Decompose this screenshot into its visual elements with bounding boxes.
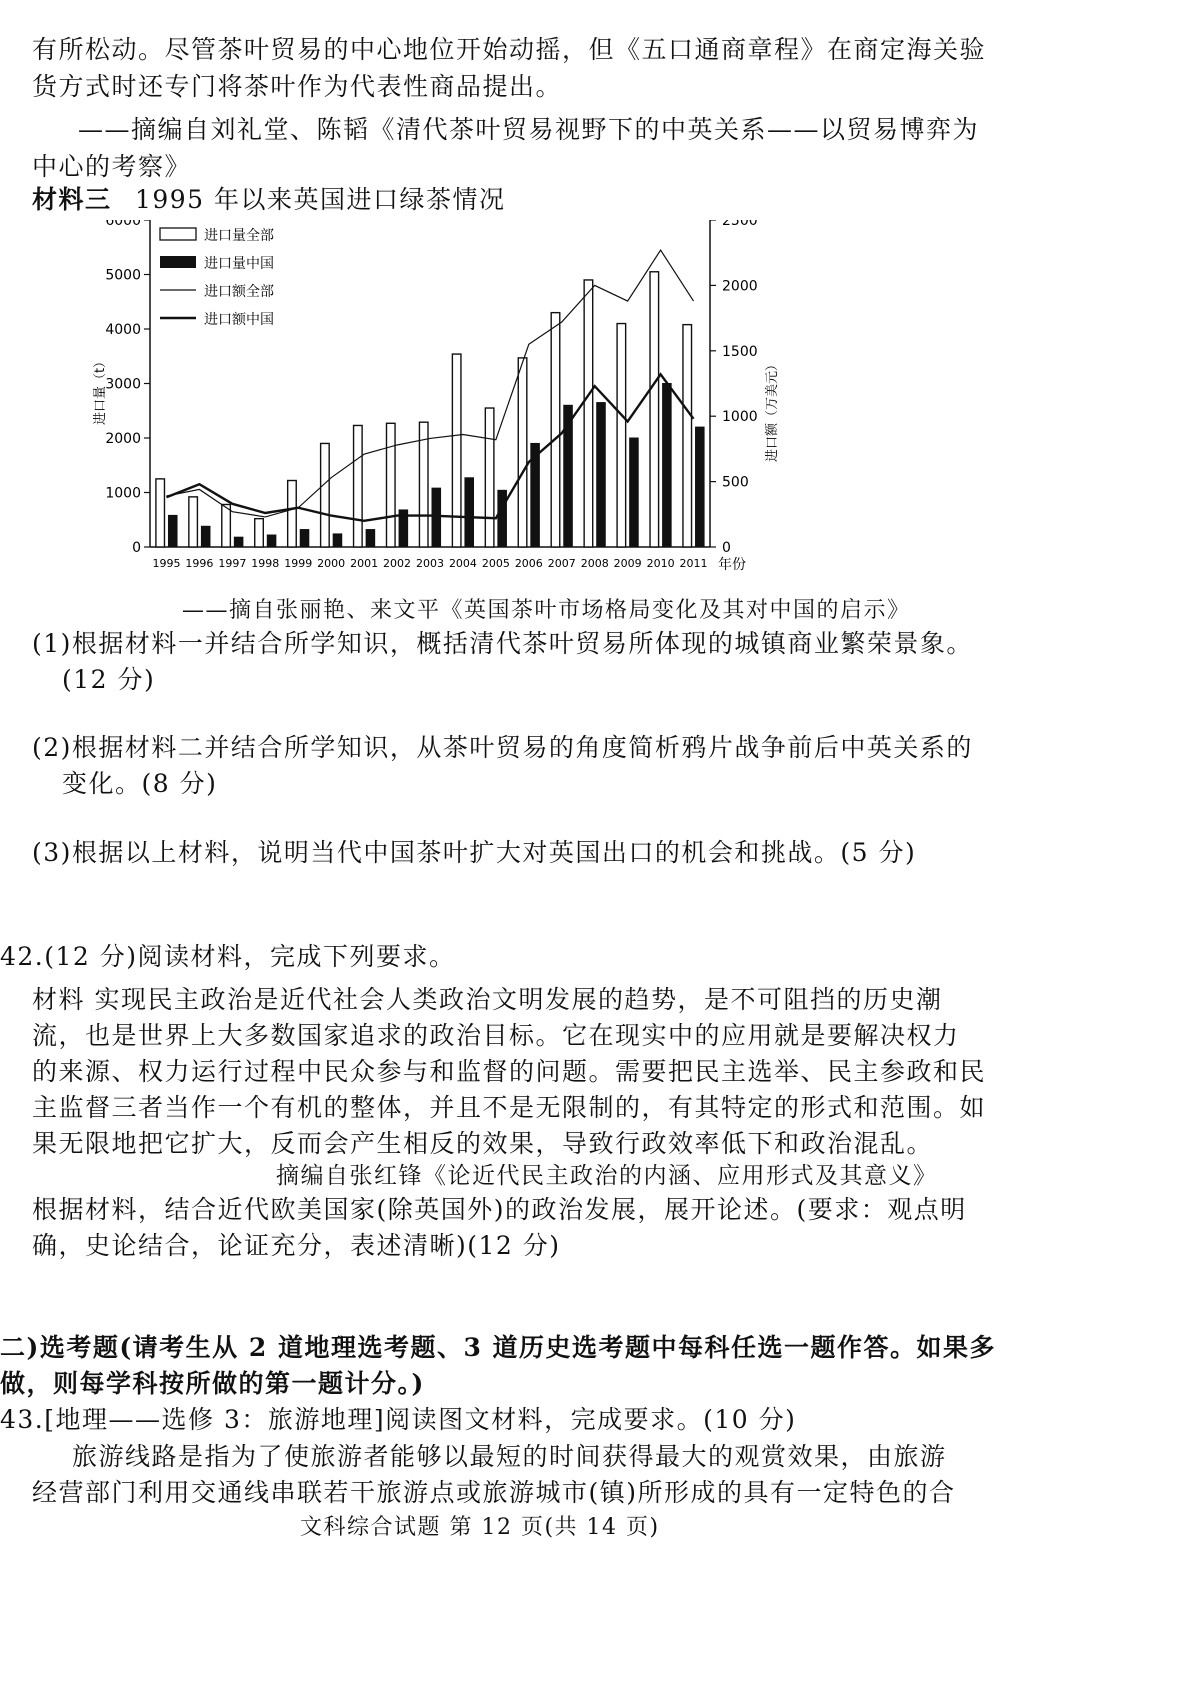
- bar-import-volume-china: [432, 488, 441, 547]
- question-2-line1: (2)根据材料二并结合所学知识，从茶叶贸易的角度简析鸦片战争前后中英关系的: [32, 733, 973, 762]
- x-axis-unit: 年份: [718, 557, 746, 573]
- material3-title: 1995 年以来英国进口绿茶情况: [134, 185, 506, 214]
- q43-paragraph-2: 经营部门利用交通线串联若干旅游点或旅游城市(镇)所形成的具有一定特色的合: [32, 1478, 956, 1507]
- elective-heading-2: 做，则每学科按所做的第一题计分。): [0, 1369, 425, 1398]
- bar-import-volume-china: [366, 530, 375, 547]
- page-footer: 文科综合试题 第 12 页(共 14 页): [300, 1515, 660, 1540]
- q42-paragraph-4: 主监督三者当作一个有机的整体，并且不是无限制的，有其特定的形式和范围。如: [32, 1093, 987, 1122]
- x-tick-label: 2003: [416, 557, 444, 570]
- bar-import-volume-china: [201, 526, 210, 547]
- bar-import-volume-china: [168, 515, 177, 547]
- bar-import-volume-china: [465, 478, 474, 547]
- x-tick-label: 2006: [514, 557, 543, 570]
- bar-import-volume-total: [321, 443, 330, 547]
- bar-import-volume-total: [584, 280, 593, 547]
- bar-import-volume-total: [551, 313, 560, 547]
- x-tick-label: 2009: [613, 557, 642, 570]
- material2-source-line2: 中心的考察》: [32, 152, 192, 181]
- right-tick-label: 2000: [722, 278, 758, 295]
- bar-import-volume-total: [617, 324, 626, 547]
- q43-paragraph-1: 旅游线路是指为了使旅游者能够以最短的时间获得最大的观赏效果，由旅游: [72, 1442, 947, 1471]
- question-3: (3)根据以上材料，说明当代中国茶叶扩大对英国出口的机会和挑战。(5 分): [32, 838, 917, 867]
- material2-line1: 有所松动。尽管茶叶贸易的中心地位开始动摇，但《五口通商章程》在商定海关验: [32, 35, 987, 64]
- q42-paragraph-2: 流，也是世界上大多数国家追求的政治目标。它在现实中的应用就是要解决权力: [32, 1021, 960, 1050]
- left-tick-label: 4000: [105, 322, 141, 338]
- bar-import-volume-total: [288, 481, 297, 547]
- right-tick-label: 1000: [722, 409, 758, 426]
- q42-paragraph-3: 的来源、权力运行过程中民众参与和监督的问题。需要把民主选举、民主参政和民: [32, 1057, 987, 1086]
- x-tick-label: 1998: [251, 557, 280, 570]
- bar-import-volume-total: [452, 354, 461, 547]
- x-tick-label: 2000: [317, 557, 346, 570]
- x-tick-label: 2004: [448, 557, 477, 570]
- bar-import-volume-china: [696, 427, 705, 547]
- material2-line2: 货方式时还专门将茶叶作为代表性商品提出。: [32, 72, 563, 101]
- left-tick-label: 5000: [105, 267, 141, 284]
- q42-paragraph-1: 材料 实现民主政治是近代社会人类政治文明发展的趋势，是不可阻挡的历史潮: [32, 985, 943, 1014]
- legend-label: 进口额中国: [204, 312, 274, 328]
- legend-swatch-hollow-bar: [160, 228, 196, 240]
- bar-import-volume-china: [597, 403, 606, 547]
- q43-heading: 43.[地理——选修 3：旅游地理]阅读图文材料，完成要求。(10 分): [0, 1405, 797, 1434]
- left-tick-label: 2000: [105, 431, 141, 447]
- y-left-axis-title: 进口量（t）: [93, 354, 108, 426]
- q42-source: 摘编自张红锋《论近代民主政治的内涵、应用形式及其意义》: [276, 1163, 938, 1189]
- right-tick-label: 2500: [722, 220, 758, 229]
- bar-import-volume-total: [683, 325, 692, 547]
- x-tick-label: 2005: [481, 557, 510, 570]
- x-tick-label: 2008: [580, 557, 609, 570]
- y-right-axis-title: 进口额（万美元）: [765, 357, 780, 463]
- x-tick-label: 1997: [218, 557, 247, 570]
- q42-requirement-2: 确，史论结合，论证充分，表述清晰)(12 分): [32, 1231, 561, 1260]
- x-tick-label: 2001: [350, 557, 379, 570]
- left-tick-label: 6000: [105, 220, 141, 229]
- x-tick-label: 2007: [547, 557, 576, 570]
- bar-import-volume-total: [255, 519, 264, 547]
- q42-heading: 42.(12 分)阅读材料，完成下列要求。: [0, 942, 456, 971]
- bar-import-volume-china: [498, 490, 507, 547]
- bar-import-volume-china: [234, 537, 243, 547]
- question-2-line2: 变化。(8 分): [62, 769, 218, 798]
- q42-paragraph-5: 果无限地把它扩大，反而会产生相反的效果，导致行政效率低下和政治混乱。: [32, 1129, 934, 1158]
- bar-import-volume-total: [518, 358, 527, 547]
- material3-label: 材料三: [32, 185, 112, 214]
- bar-import-volume-total: [419, 422, 428, 547]
- green-tea-import-chart: [90, 220, 850, 640]
- material3-heading: [32, 180, 506, 216]
- material2-source-line1: ——摘编自刘礼堂、陈韬《清代茶叶贸易视野下的中英关系——以贸易博弈为: [78, 115, 980, 144]
- bar-import-volume-total: [189, 497, 198, 547]
- legend-label: 进口量全部: [204, 228, 274, 244]
- bar-import-volume-total: [222, 504, 231, 547]
- right-tick-label: 0: [722, 540, 731, 556]
- right-tick-label: 1500: [722, 343, 758, 360]
- x-tick-label: 2011: [679, 557, 708, 570]
- x-tick-label: 2010: [646, 557, 675, 570]
- x-tick-label: 2002: [383, 557, 412, 570]
- bar-import-volume-total: [485, 408, 494, 547]
- line-import-value-china: [166, 374, 693, 520]
- left-tick-label: 1000: [105, 485, 141, 502]
- right-tick-label: 500: [722, 474, 749, 491]
- q42-requirement-1: 根据材料，结合近代欧美国家(除英国外)的政治发展，展开论述。(要求：观点明: [32, 1195, 967, 1224]
- bar-import-volume-china: [300, 530, 309, 547]
- legend-label: 进口量中国: [204, 256, 274, 272]
- x-tick-label: 1999: [284, 557, 313, 570]
- legend-swatch-filled-bar: [160, 256, 196, 268]
- x-tick-label: 1996: [185, 557, 214, 570]
- material3-source: ——摘自张丽艳、来文平《英国茶叶市场格局变化及其对中国的启示》: [182, 598, 911, 623]
- bar-import-volume-total: [650, 272, 659, 547]
- bar-import-volume-china: [663, 384, 672, 548]
- question-1-line1: (1)根据材料一并结合所学知识，概括清代茶叶贸易所体现的城镇商业繁荣景象。: [32, 629, 973, 658]
- elective-heading-1: 二)选考题(请考生从 2 道地理选考题、3 道历史选考题中每科任选一题作答。如果多: [0, 1333, 997, 1362]
- x-tick-label: 1995: [152, 557, 181, 570]
- bar-import-volume-total: [354, 425, 363, 547]
- bar-import-volume-total: [156, 479, 165, 547]
- legend-label: 进口额全部: [204, 284, 274, 300]
- bar-import-volume-china: [630, 438, 639, 547]
- bar-import-volume-total: [386, 423, 395, 547]
- left-tick-label: 0: [132, 540, 141, 556]
- left-tick-label: 3000: [105, 376, 141, 393]
- chart-svg: [90, 220, 850, 640]
- bar-import-volume-china: [267, 535, 276, 547]
- bar-import-volume-china: [333, 534, 342, 547]
- question-1-line2: (12 分): [62, 665, 156, 694]
